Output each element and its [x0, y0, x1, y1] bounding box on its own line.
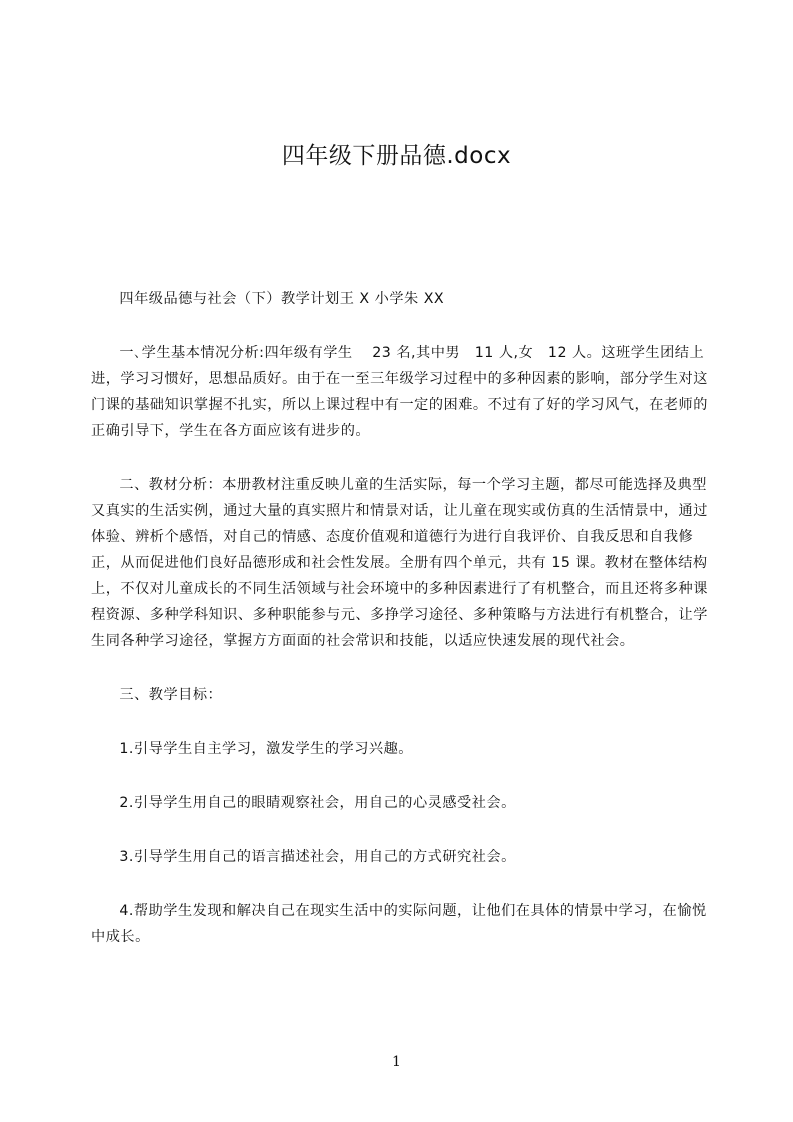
spacer	[91, 816, 708, 844]
heading-line: 四年级品德与社会（下）教学计划王 X 小学朱 XX	[119, 291, 445, 307]
goal-item-2: 2.引导学生用自己的眼睛观察社会，用自己的心灵感受社会。	[119, 795, 516, 811]
spacer	[91, 762, 708, 790]
page-number: 1	[392, 1054, 401, 1070]
section-2-paragraph: 二、教材分析：本册教材注重反映儿童的生活实际，每一个学习主题，都尽可能选择及典型又真实的生活实例，通过大量的真实照片和情景对话，让儿童在现实或仿真的生活情景中，通过体验、辨析个感悟，对自己的情感、态度价值观和道德行为进行自我评价、自我反思和自我修正，从而促进他们良好品德形成和社会性发展。全册有四个单元，共有 15 课。教材在整体结构上，不仅对儿童成长的不同生活领域与社会环境中的多种因素进行了有机整合，而且还将多种课程资源、多种学科知识、多种职能参与元、多挣学习途径、多种策略与方法进行有机整合，让学生同各种学习途径，掌握方方面面的社会常识和技能，以适应快速发展的现代社会。	[91, 477, 708, 649]
section-1-paragraph: 一､学生基本情况分析:四年级有学生 23 名,其中男 11 人,女 12 人。这班学生团结上进，学习习惯好，思想品质好。由于在一至三年级学习过程中的多种因素的影响，部分学生对这门课的基础知识掌握不扎实，所以上课过程中有一定的困难。不过有了好的学习风气，在老师的正确引导下，学生在各方面应该有进步的。	[91, 345, 708, 439]
spacer	[91, 654, 708, 682]
goal-item-3: 3.引导学生用自己的语言描述社会，用自己的方式研究社会。	[119, 849, 516, 865]
spacer	[91, 444, 708, 472]
section-3-title: 三、教学目标：	[119, 687, 223, 703]
goal-item-4: 4.帮助学生发现和解决自己在现实生活中的实际问题，让他们在具体的情景中学习，在愉悦中成长。	[91, 903, 707, 945]
spacer	[91, 312, 708, 340]
spacer	[91, 870, 708, 898]
spacer	[91, 708, 708, 736]
page-title: 四年级下册品德.docx	[281, 143, 512, 169]
goal-item-1: 1.引导学生自主学习，激发学生的学习兴趣。	[119, 741, 413, 757]
document-body	[91, 286, 708, 950]
